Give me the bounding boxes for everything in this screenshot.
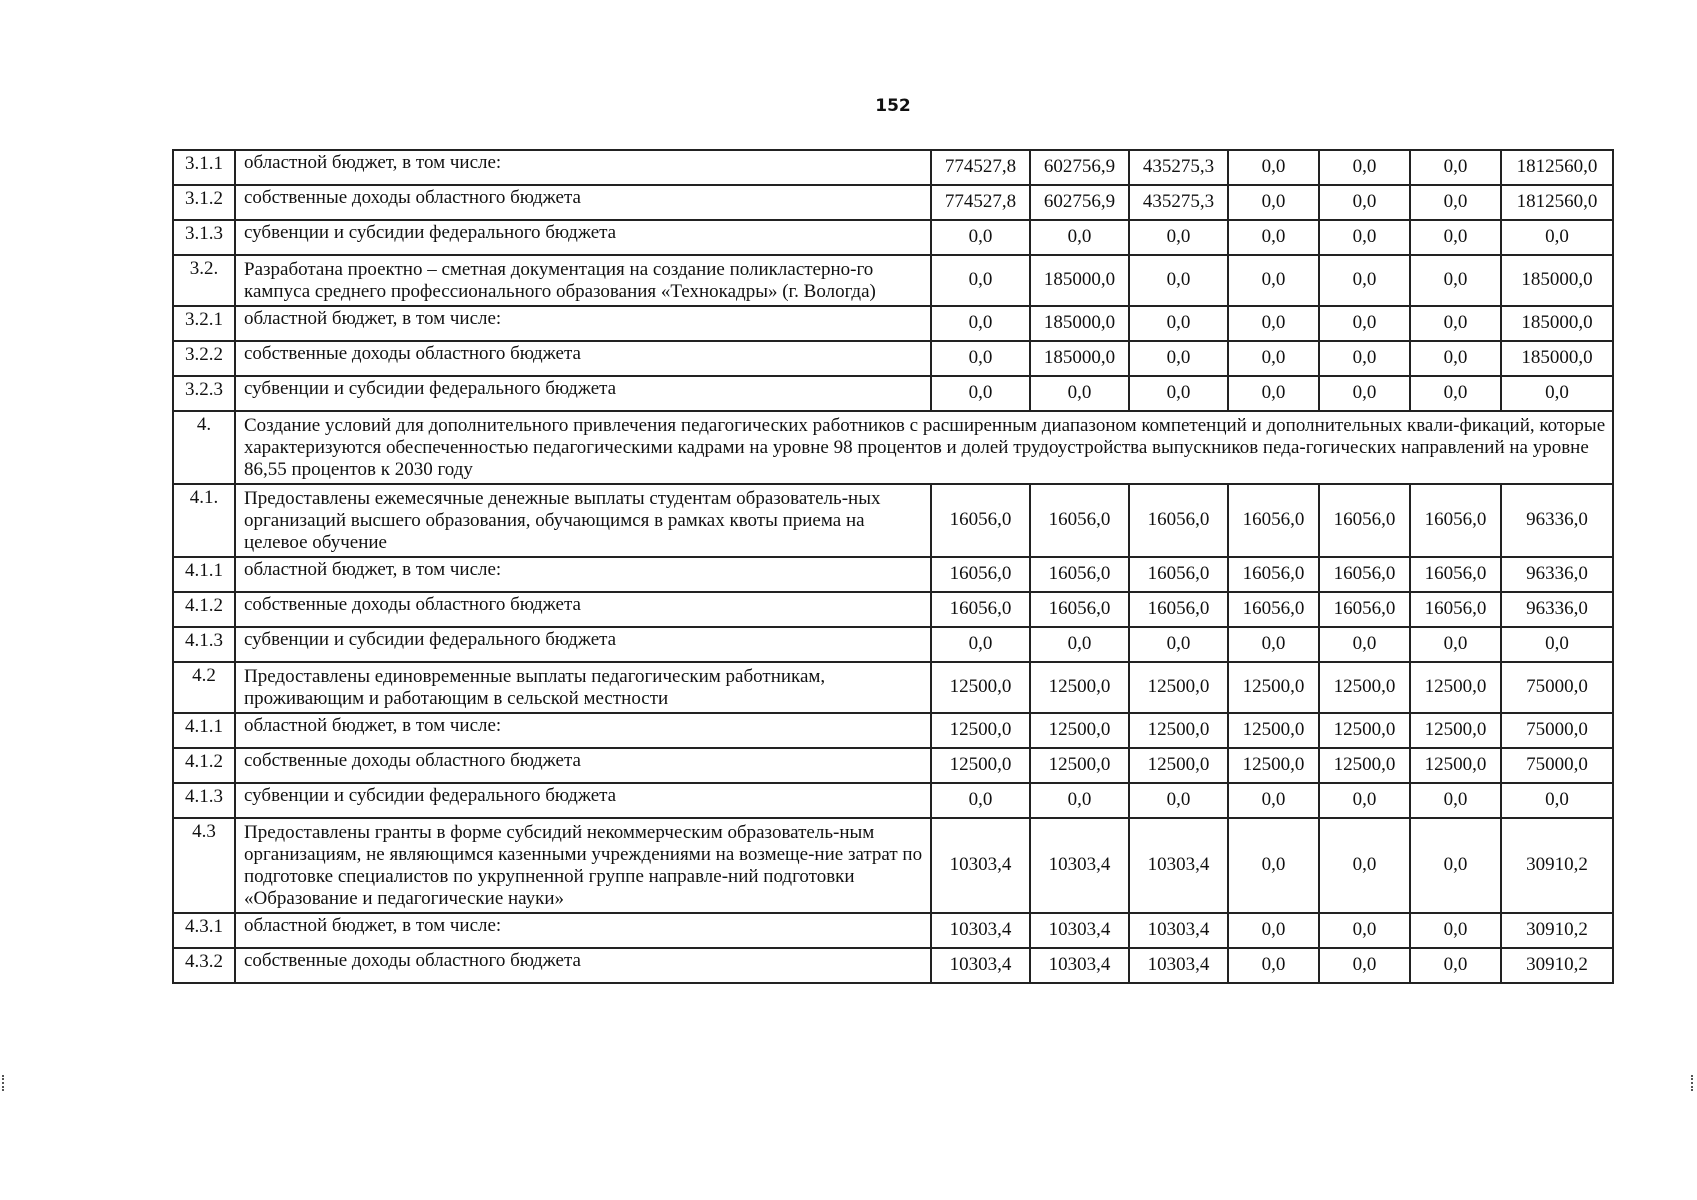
page-number: 152 (875, 96, 911, 116)
row-description: субвенции и субсидии федерального бюджета (235, 220, 931, 255)
value-cell: 0,0 (1030, 627, 1129, 662)
value-cell: 12500,0 (1319, 748, 1410, 783)
row-number: 4.3 (173, 818, 235, 913)
row-number: 3.2.1 (173, 306, 235, 341)
value-cell: 0,0 (1410, 818, 1501, 913)
row-number: 3.1.1 (173, 150, 235, 185)
value-cell: 0,0 (1319, 376, 1410, 411)
table-row (173, 150, 1613, 185)
value-cell: 0,0 (1410, 220, 1501, 255)
value-cell: 185000,0 (1030, 341, 1129, 376)
row-description: Предоставлены единовременные выплаты педагогическим работникам, проживающим и работающим в сельской местности (235, 662, 931, 713)
value-cell: 16056,0 (931, 484, 1030, 557)
value-cell: 0,0 (931, 783, 1030, 818)
value-cell: 10303,4 (1129, 913, 1228, 948)
value-cell: 12500,0 (1129, 713, 1228, 748)
value-cell: 0,0 (1319, 255, 1410, 306)
table-row (173, 557, 1613, 592)
value-cell: 0,0 (1030, 220, 1129, 255)
value-cell: 774527,8 (931, 185, 1030, 220)
value-cell: 96336,0 (1501, 484, 1613, 557)
value-cell: 0,0 (1129, 220, 1228, 255)
table-row (173, 306, 1613, 341)
value-cell: 0,0 (1410, 306, 1501, 341)
value-cell: 0,0 (1319, 948, 1410, 983)
value-cell: 16056,0 (1129, 484, 1228, 557)
row-description: собственные доходы областного бюджета (235, 592, 931, 627)
value-cell: 0,0 (1228, 627, 1319, 662)
value-cell: 75000,0 (1501, 662, 1613, 713)
row-number: 4.1.2 (173, 592, 235, 627)
value-cell: 0,0 (1410, 150, 1501, 185)
row-number: 3.2.3 (173, 376, 235, 411)
row-description: субвенции и субсидии федерального бюджета (235, 376, 931, 411)
row-number: 4.3.1 (173, 913, 235, 948)
row-number: 4.1.3 (173, 783, 235, 818)
value-cell: 10303,4 (931, 818, 1030, 913)
value-cell: 0,0 (931, 376, 1030, 411)
value-cell: 12500,0 (1030, 748, 1129, 783)
value-cell: 602756,9 (1030, 150, 1129, 185)
scan-mark-right (1691, 1075, 1696, 1091)
row-number: 3.1.2 (173, 185, 235, 220)
table-body (173, 150, 1613, 983)
row-description: собственные доходы областного бюджета (235, 948, 931, 983)
table-row (173, 341, 1613, 376)
row-description: Создание условий для дополнительного привлечения педагогических работников с расширенным диапазоном компетенций и дополнительных квали-фикаций, которые характеризуются обеспеченностью педагогическими кадрами на уровне 98 процентов и долей трудоустройства выпускников педа-гогических направлений на уровне 86,55 процентов к 2030 году (235, 411, 1613, 484)
row-number: 3.2.2 (173, 341, 235, 376)
row-number: 4. (173, 411, 235, 484)
value-cell: 0,0 (1030, 783, 1129, 818)
value-cell: 0,0 (1410, 948, 1501, 983)
value-cell: 0,0 (1228, 913, 1319, 948)
row-description: субвенции и субсидии федерального бюджета (235, 783, 931, 818)
row-number: 4.2 (173, 662, 235, 713)
value-cell: 0,0 (1319, 913, 1410, 948)
value-cell: 16056,0 (1319, 484, 1410, 557)
value-cell: 0,0 (1410, 376, 1501, 411)
value-cell: 0,0 (1129, 255, 1228, 306)
value-cell: 96336,0 (1501, 557, 1613, 592)
value-cell: 12500,0 (1030, 713, 1129, 748)
value-cell: 12500,0 (1410, 662, 1501, 713)
value-cell: 10303,4 (1030, 913, 1129, 948)
value-cell: 96336,0 (1501, 592, 1613, 627)
value-cell: 0,0 (1410, 913, 1501, 948)
row-description: областной бюджет, в том числе: (235, 150, 931, 185)
value-cell: 0,0 (1129, 306, 1228, 341)
value-cell: 0,0 (1030, 376, 1129, 411)
value-cell: 16056,0 (1129, 592, 1228, 627)
value-cell: 0,0 (931, 306, 1030, 341)
value-cell: 0,0 (1410, 627, 1501, 662)
row-description: собственные доходы областного бюджета (235, 341, 931, 376)
table-row (173, 913, 1613, 948)
value-cell: 16056,0 (1228, 592, 1319, 627)
row-description: областной бюджет, в том числе: (235, 557, 931, 592)
table-row (173, 220, 1613, 255)
value-cell: 16056,0 (931, 592, 1030, 627)
value-cell: 0,0 (931, 341, 1030, 376)
value-cell: 12500,0 (1030, 662, 1129, 713)
row-description: собственные доходы областного бюджета (235, 748, 931, 783)
value-cell: 185000,0 (1501, 306, 1613, 341)
value-cell: 185000,0 (1030, 306, 1129, 341)
row-description: областной бюджет, в том числе: (235, 913, 931, 948)
value-cell: 0,0 (1319, 150, 1410, 185)
value-cell: 16056,0 (931, 557, 1030, 592)
value-cell: 10303,4 (1030, 818, 1129, 913)
value-cell: 0,0 (1410, 783, 1501, 818)
value-cell: 16056,0 (1228, 484, 1319, 557)
table-row (173, 748, 1613, 783)
value-cell: 1812560,0 (1501, 150, 1613, 185)
value-cell: 0,0 (1129, 341, 1228, 376)
row-description: Предоставлены гранты в форме субсидий некоммерческим образователь-ным организациям, не являющимся казенными учреждениями на возмеще-ние затрат по подготовке специалистов по укрупненной группе направле-ний подготовки «Образование и педагогические науки» (235, 818, 931, 913)
table-row (173, 376, 1613, 411)
value-cell: 0,0 (1501, 376, 1613, 411)
scan-mark-left (2, 1075, 7, 1091)
value-cell: 0,0 (1319, 627, 1410, 662)
value-cell: 75000,0 (1501, 748, 1613, 783)
value-cell: 0,0 (931, 255, 1030, 306)
row-number: 3.1.3 (173, 220, 235, 255)
value-cell: 30910,2 (1501, 948, 1613, 983)
value-cell: 0,0 (1410, 185, 1501, 220)
table-row (173, 255, 1613, 306)
row-description: собственные доходы областного бюджета (235, 185, 931, 220)
value-cell: 12500,0 (931, 662, 1030, 713)
value-cell: 0,0 (1319, 818, 1410, 913)
value-cell: 435275,3 (1129, 150, 1228, 185)
value-cell: 1812560,0 (1501, 185, 1613, 220)
value-cell: 0,0 (1319, 185, 1410, 220)
value-cell: 0,0 (1228, 783, 1319, 818)
value-cell: 12500,0 (1129, 748, 1228, 783)
row-number: 4.1.2 (173, 748, 235, 783)
value-cell: 185000,0 (1030, 255, 1129, 306)
row-number: 4.1.3 (173, 627, 235, 662)
value-cell: 10303,4 (931, 948, 1030, 983)
value-cell: 12500,0 (931, 748, 1030, 783)
value-cell: 12500,0 (1228, 713, 1319, 748)
value-cell: 16056,0 (1410, 557, 1501, 592)
value-cell: 0,0 (1319, 783, 1410, 818)
value-cell: 0,0 (1228, 376, 1319, 411)
value-cell: 0,0 (1319, 220, 1410, 255)
value-cell: 75000,0 (1501, 713, 1613, 748)
value-cell: 0,0 (1228, 341, 1319, 376)
value-cell: 0,0 (1228, 185, 1319, 220)
row-description: областной бюджет, в том числе: (235, 306, 931, 341)
value-cell: 12500,0 (1129, 662, 1228, 713)
value-cell: 0,0 (1228, 948, 1319, 983)
budget-table (172, 149, 1614, 984)
row-number: 4.1. (173, 484, 235, 557)
value-cell: 0,0 (931, 627, 1030, 662)
table-row (173, 627, 1613, 662)
value-cell: 0,0 (1228, 150, 1319, 185)
value-cell: 0,0 (1228, 818, 1319, 913)
value-cell: 30910,2 (1501, 818, 1613, 913)
value-cell: 12500,0 (1228, 662, 1319, 713)
row-number: 4.1.1 (173, 713, 235, 748)
value-cell: 12500,0 (1410, 713, 1501, 748)
value-cell: 16056,0 (1410, 592, 1501, 627)
value-cell: 12500,0 (1319, 713, 1410, 748)
value-cell: 16056,0 (1319, 557, 1410, 592)
value-cell: 10303,4 (1129, 818, 1228, 913)
value-cell: 16056,0 (1030, 592, 1129, 627)
value-cell: 16056,0 (1030, 557, 1129, 592)
value-cell: 774527,8 (931, 150, 1030, 185)
value-cell: 0,0 (1228, 255, 1319, 306)
table-row (173, 713, 1613, 748)
value-cell: 16056,0 (1319, 592, 1410, 627)
table-row (173, 662, 1613, 713)
value-cell: 10303,4 (931, 913, 1030, 948)
value-cell: 12500,0 (1319, 662, 1410, 713)
row-number: 3.2. (173, 255, 235, 306)
table-row (173, 484, 1613, 557)
row-description: субвенции и субсидии федерального бюджета (235, 627, 931, 662)
row-number: 4.1.1 (173, 557, 235, 592)
value-cell: 602756,9 (1030, 185, 1129, 220)
row-number: 4.3.2 (173, 948, 235, 983)
table-row (173, 783, 1613, 818)
row-description: Предоставлены ежемесячные денежные выплаты студентам образователь-ных организаций высшего образования, обучающимся в рамках квоты приема на целевое обучение (235, 484, 931, 557)
value-cell: 0,0 (1228, 306, 1319, 341)
value-cell: 10303,4 (1129, 948, 1228, 983)
value-cell: 0,0 (1129, 376, 1228, 411)
value-cell: 16056,0 (1410, 484, 1501, 557)
table-row (173, 592, 1613, 627)
value-cell: 12500,0 (931, 713, 1030, 748)
value-cell: 0,0 (1228, 220, 1319, 255)
value-cell: 0,0 (1410, 341, 1501, 376)
value-cell: 185000,0 (1501, 255, 1613, 306)
table-row (173, 948, 1613, 983)
value-cell: 16056,0 (1030, 484, 1129, 557)
value-cell: 0,0 (1129, 783, 1228, 818)
value-cell: 0,0 (1501, 783, 1613, 818)
table-row (173, 185, 1613, 220)
value-cell: 0,0 (1501, 220, 1613, 255)
value-cell: 12500,0 (1410, 748, 1501, 783)
value-cell: 0,0 (931, 220, 1030, 255)
table-row (173, 411, 1613, 484)
value-cell: 0,0 (1410, 255, 1501, 306)
value-cell: 16056,0 (1228, 557, 1319, 592)
value-cell: 0,0 (1501, 627, 1613, 662)
row-description: Разработана проектно – сметная документация на создание поликластерно-го кампуса среднего профессионального образования «Технокадры» (г. Вологда) (235, 255, 931, 306)
value-cell: 16056,0 (1129, 557, 1228, 592)
value-cell: 185000,0 (1501, 341, 1613, 376)
value-cell: 0,0 (1129, 627, 1228, 662)
table-row (173, 818, 1613, 913)
value-cell: 435275,3 (1129, 185, 1228, 220)
value-cell: 30910,2 (1501, 913, 1613, 948)
value-cell: 0,0 (1319, 341, 1410, 376)
value-cell: 12500,0 (1228, 748, 1319, 783)
value-cell: 0,0 (1319, 306, 1410, 341)
row-description: областной бюджет, в том числе: (235, 713, 931, 748)
value-cell: 10303,4 (1030, 948, 1129, 983)
